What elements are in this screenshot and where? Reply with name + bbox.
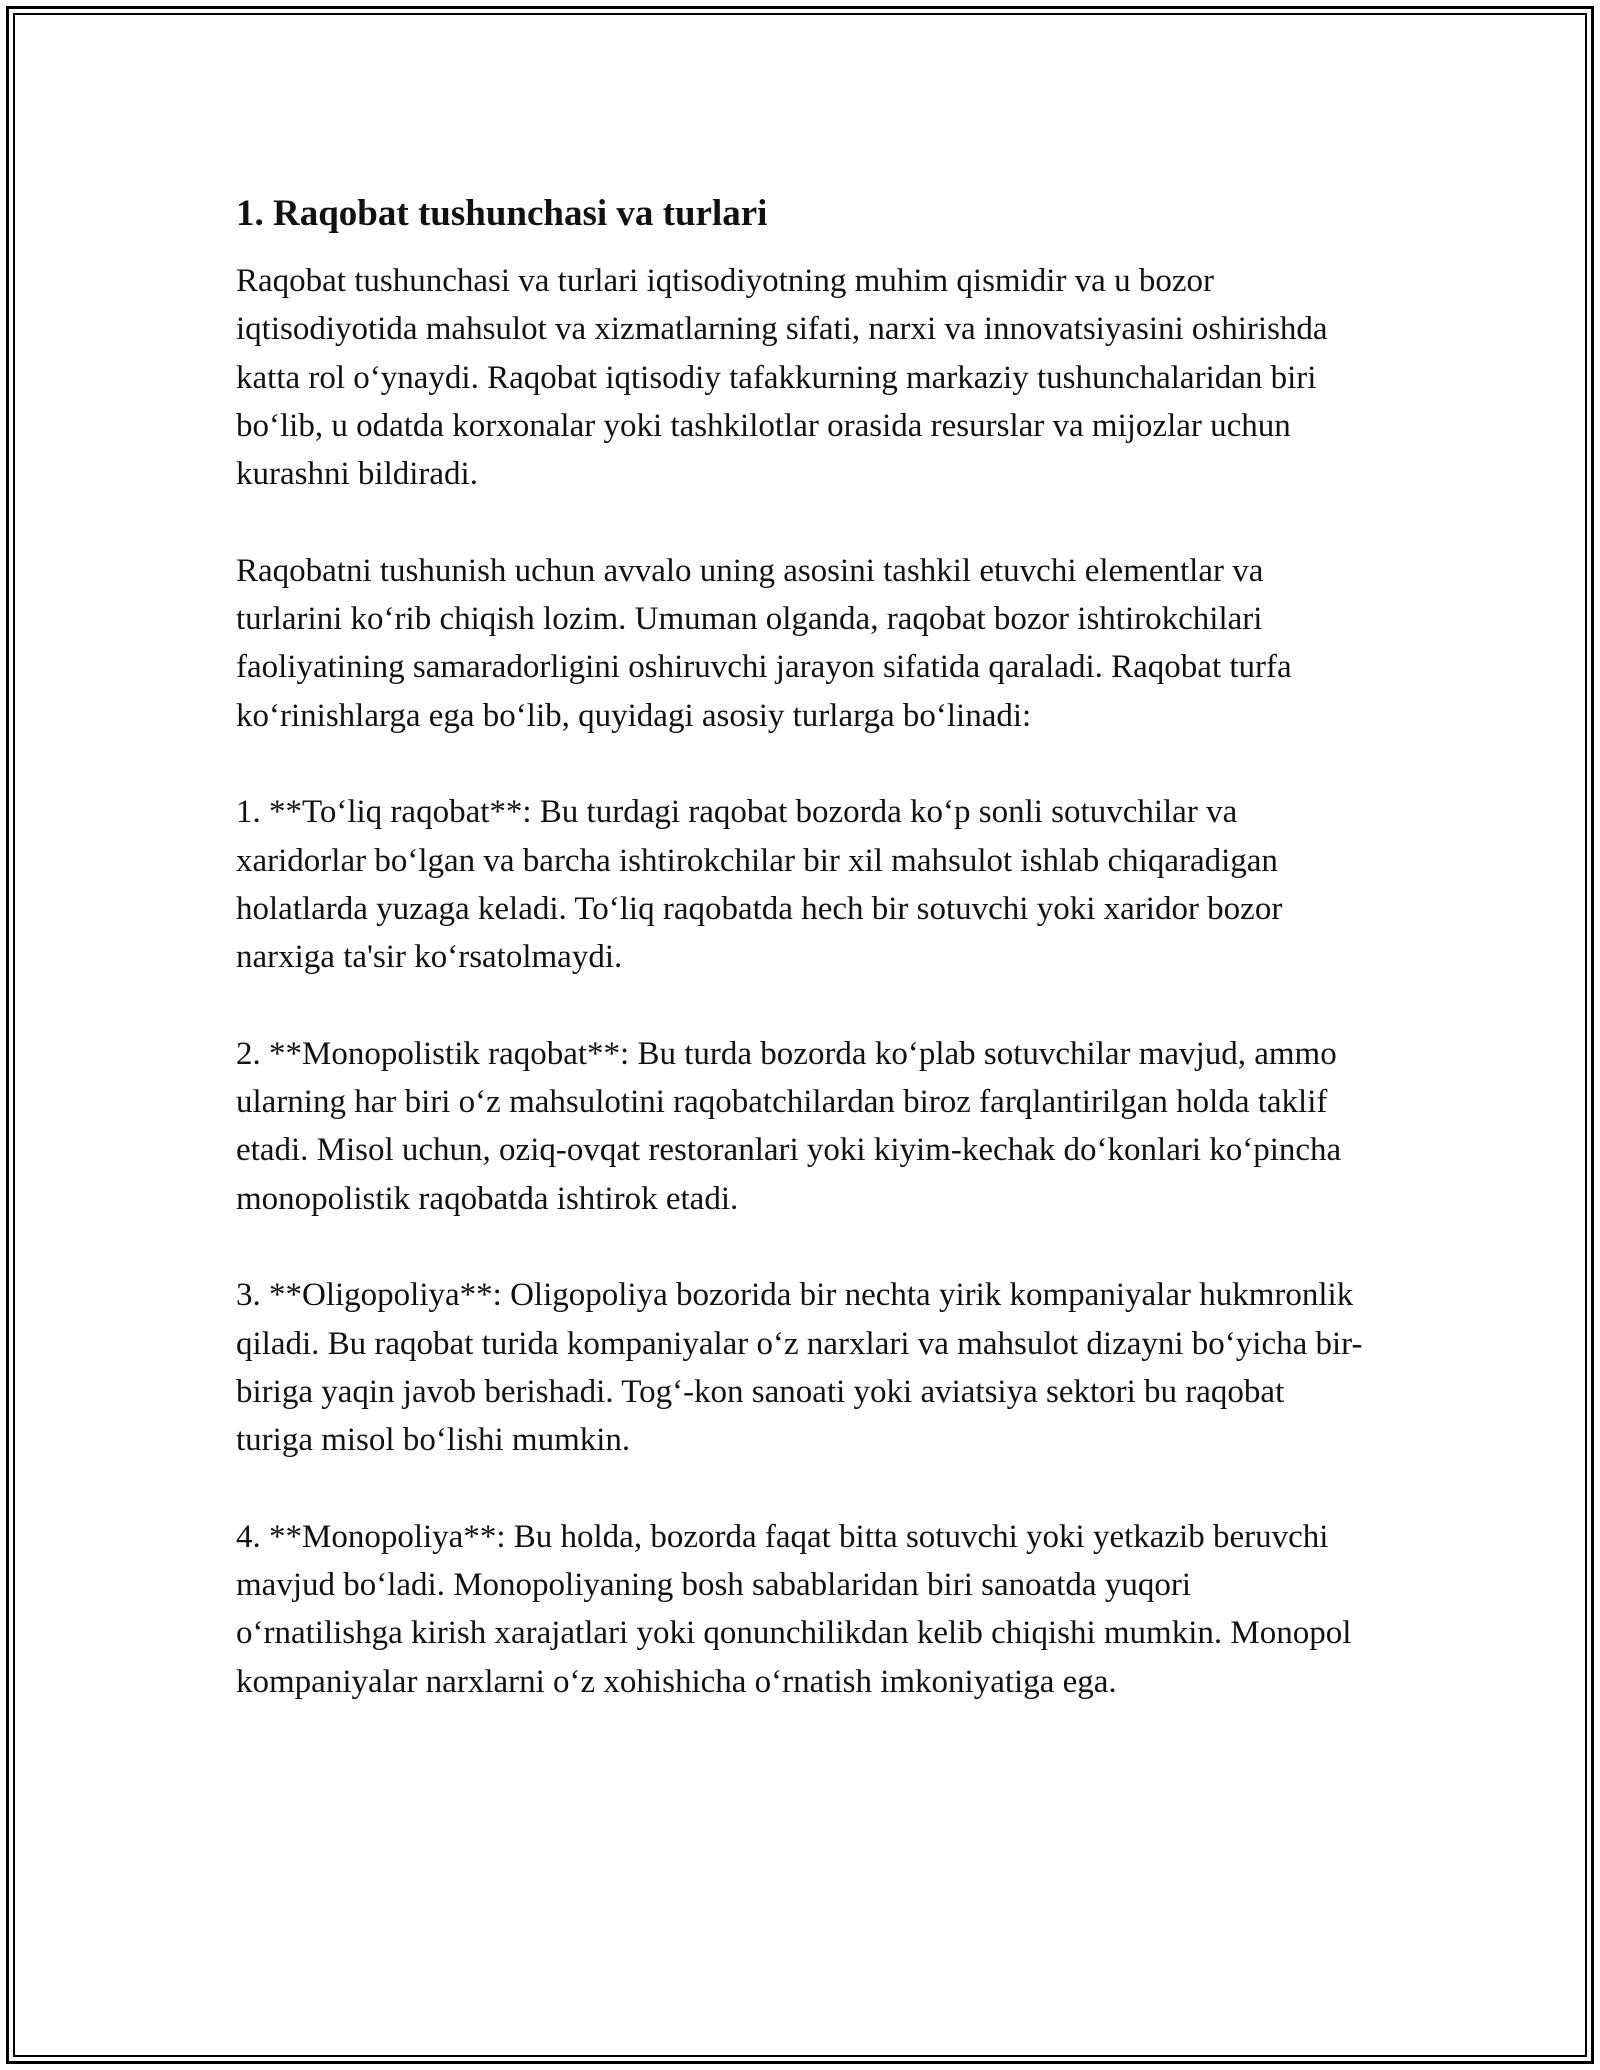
list-item-monopolistic-competition: 2. **Monopolistik raqobat**: Bu turda bozorda ko‘plab sotuvchilar mavjud, ammo ularning har biri o‘z mahsulotini raqobatchilardan biroz farqlantirilgan holda taklif etadi. Misol uchun, oziq-ovqat restoranlari yoki kiyim-kechak do‘konlari ko‘pincha monopolistik raqobatda ishtirok etadi. [236,1035,1342,1217]
document-body [236,185,1366,1754]
list-item-perfect-competition: 1. **To‘liq raqobat**: Bu turdagi raqobat bozorda ko‘p sonli sotuvchilar va xaridorlar bo‘lgan va barcha ishtirokchilar bir xil mahsulot ishlab chiqaradigan holatlarda yuzaga keladi. To‘liq raqobatda hech bir sotuvchi yoki xaridor bozor narxiga ta'sir ko‘rsatolmaydi. [236,794,1283,976]
intro-paragraph: Raqobat tushunchasi va turlari iqtisodiyotning muhim qismidir va u bozor iqtisodiyotida mahsulot va xizmatlarning sifati, narxi va innovatsiyasini oshirishda katta rol o‘ynaydi. Raqobat iqtisodiy tafakkurning markaziy tushunchalaridan biri bo‘lib, u odatda korxonalar yoki tashkilotlar orasida resurslar va mijozlar uchun kurashni bildiradi. [236,263,1328,493]
list-item-monopoly: 4. **Monopoliya**: Bu holda, bozorda faqat bitta sotuvchi yoki yetkazib beruvchi mavjud bo‘ladi. Monopoliyaning bosh sabablaridan biri sanoatda yuqori o‘rnatilishga kirish xarajatlari yoki qonunchilikdan kelib chiqishi mumkin. Monopol kompaniyalar narxlarni o‘z xohishicha o‘rnatish imkoniyatiga ega. [236,1518,1352,1700]
section-title: 1. Raqobat tushunchasi va turlari [236,193,768,234]
types-intro-paragraph: Raqobatni tushunish uchun avvalo uning asosini tashkil etuvchi elementlar va turlarini ko‘rib chiqish lozim. Umuman olganda, raqobat bozor ishtirokchilari faoliyatining samaradorligini oshiruvchi jarayon sifatida qaraladi. Raqobat turfa ko‘rinishlarga ega bo‘lib, quyidagi asosiy turlarga bo‘linadi: [236,552,1292,734]
list-item-oligopoly: 3. **Oligopoliya**: Oligopoliya bozorida bir nechta yirik kompaniyalar hukmronlik qiladi. Bu raqobat turida kompaniyalar o‘z narxlari va mahsulot dizayni bo‘yicha bir-biriga yaqin javob berishadi. Tog‘-kon sanoati yoki aviatsiya sektori bu raqobat turiga misol bo‘lishi mumkin. [236,1277,1363,1459]
